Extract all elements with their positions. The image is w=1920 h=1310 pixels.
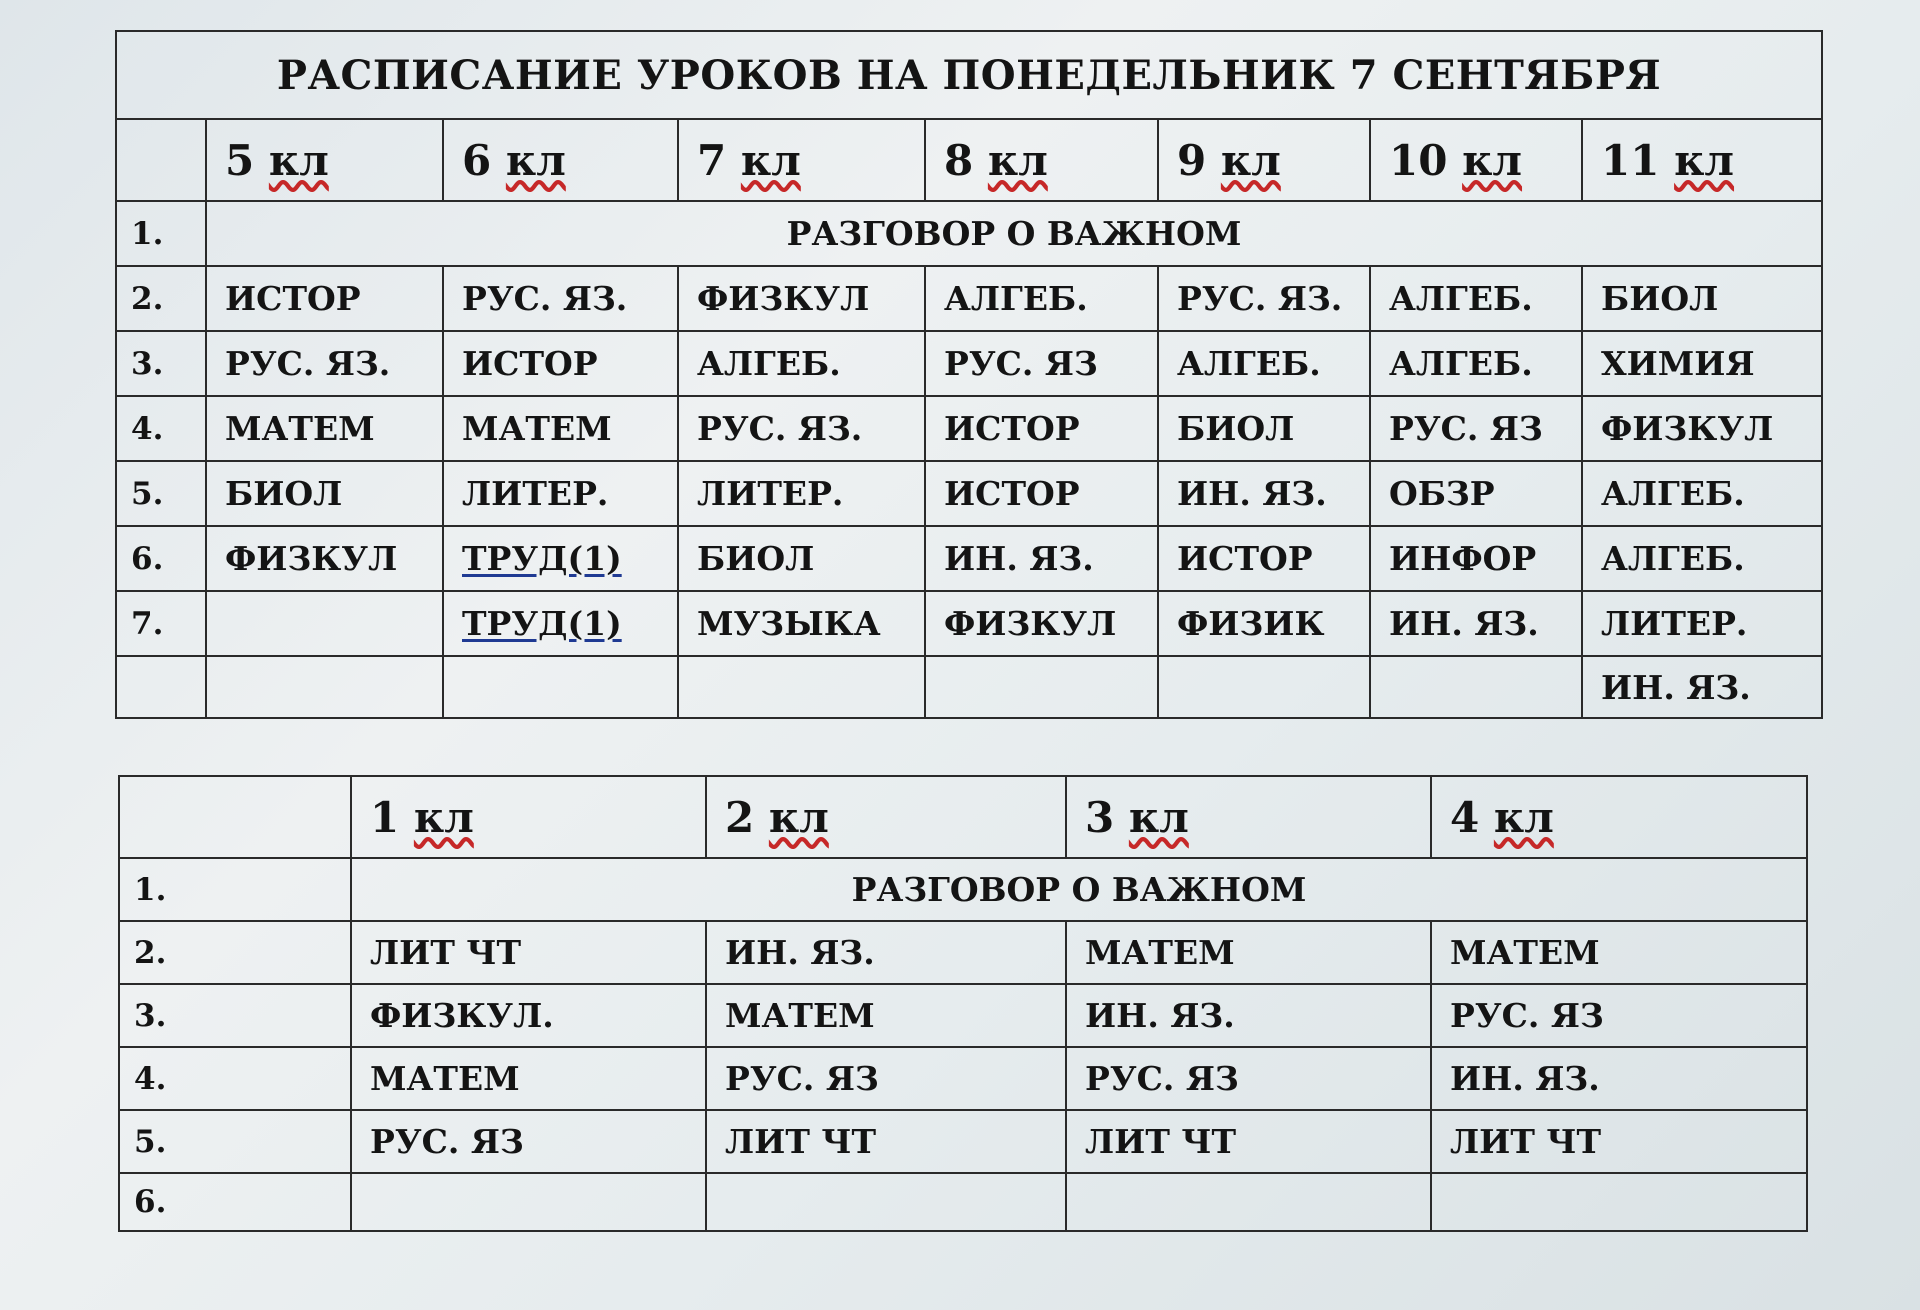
lesson-cell: АЛГЕБ. xyxy=(1582,526,1822,591)
table-row xyxy=(116,591,1822,656)
lesson-number: 6. xyxy=(119,1173,351,1231)
lesson-cell: ТРУД(1) xyxy=(443,526,678,591)
lesson-cell: ТРУД(1) xyxy=(443,591,678,656)
lesson-cell: РУС. ЯЗ. xyxy=(1158,266,1370,331)
lesson-cell xyxy=(1066,1173,1431,1231)
lesson-number: 7. xyxy=(116,591,206,656)
header-row xyxy=(119,776,1807,858)
lesson-cell xyxy=(351,1173,706,1231)
table-row xyxy=(116,266,1822,331)
header-row xyxy=(116,119,1822,201)
header-class-9: 9 кл xyxy=(1158,119,1370,201)
lesson-number: 2. xyxy=(116,266,206,331)
lesson-number: 1. xyxy=(119,858,351,921)
lesson-cell: ИН. ЯЗ. xyxy=(706,921,1066,984)
lesson-cell: БИОЛ xyxy=(678,526,925,591)
table-row xyxy=(119,1047,1807,1110)
merged-lesson: РАЗГОВОР О ВАЖНОМ xyxy=(206,201,1822,266)
lesson-number: 5. xyxy=(119,1110,351,1173)
lesson-cell: ЛИТ ЧТ xyxy=(1066,1110,1431,1173)
schedule-table-5-11 xyxy=(115,30,1823,719)
lesson-cell xyxy=(678,656,925,718)
lesson-cell: АЛГЕБ. xyxy=(1582,461,1822,526)
lesson-cell: АЛГЕБ. xyxy=(678,331,925,396)
lesson-cell: ЛИТ ЧТ xyxy=(706,1110,1066,1173)
lesson-cell: ИСТОР xyxy=(1158,526,1370,591)
lesson-cell: ФИЗКУЛ xyxy=(925,591,1158,656)
lesson-cell: РУС. ЯЗ xyxy=(351,1110,706,1173)
table-row xyxy=(119,984,1807,1047)
lesson-cell: ИНФОР xyxy=(1370,526,1582,591)
lesson-cell: ФИЗКУЛ xyxy=(206,526,443,591)
table-row xyxy=(116,656,1822,718)
merged-lesson: РАЗГОВОР О ВАЖНОМ xyxy=(351,858,1807,921)
lesson-cell xyxy=(1431,1173,1807,1231)
lesson-cell: ОБЗР xyxy=(1370,461,1582,526)
lesson-cell: ХИМИЯ xyxy=(1582,331,1822,396)
lesson-cell: АЛГЕБ. xyxy=(925,266,1158,331)
lesson-cell: ИН. ЯЗ. xyxy=(1066,984,1431,1047)
lesson-cell xyxy=(925,656,1158,718)
table-row xyxy=(119,858,1807,921)
lesson-number xyxy=(116,656,206,718)
header-class-2: 2 кл xyxy=(706,776,1066,858)
lesson-cell: АЛГЕБ. xyxy=(1370,266,1582,331)
lesson-cell: АЛГЕБ. xyxy=(1158,331,1370,396)
lesson-cell xyxy=(706,1173,1066,1231)
lesson-cell: РУС. ЯЗ xyxy=(925,331,1158,396)
lesson-cell: МАТЕМ xyxy=(443,396,678,461)
lesson-cell: ФИЗИК xyxy=(1158,591,1370,656)
lesson-cell: МАТЕМ xyxy=(1066,921,1431,984)
header-class-6: 6 кл xyxy=(443,119,678,201)
lesson-cell xyxy=(206,656,443,718)
lesson-cell: ИН. ЯЗ. xyxy=(1158,461,1370,526)
schedule-table-1-4 xyxy=(118,775,1808,1232)
lesson-cell: ЛИТЕР. xyxy=(678,461,925,526)
lesson-cell xyxy=(1158,656,1370,718)
lesson-cell: БИОЛ xyxy=(206,461,443,526)
lesson-cell: БИОЛ xyxy=(1582,266,1822,331)
header-class-10: 10 кл xyxy=(1370,119,1582,201)
header-class-11: 11 кл xyxy=(1582,119,1822,201)
lesson-cell: ИН. ЯЗ. xyxy=(1582,656,1822,718)
table-row xyxy=(116,526,1822,591)
header-class-1: 1 кл xyxy=(351,776,706,858)
lesson-cell: РУС. ЯЗ xyxy=(1066,1047,1431,1110)
lesson-cell: ЛИТЕР. xyxy=(1582,591,1822,656)
lesson-cell: РУС. ЯЗ xyxy=(1370,396,1582,461)
lesson-cell: ФИЗКУЛ xyxy=(678,266,925,331)
lesson-cell: ЛИТ ЧТ xyxy=(351,921,706,984)
lesson-cell: МАТЕМ xyxy=(351,1047,706,1110)
lesson-number: 3. xyxy=(119,984,351,1047)
lesson-number: 2. xyxy=(119,921,351,984)
lesson-cell xyxy=(206,591,443,656)
lesson-number: 4. xyxy=(119,1047,351,1110)
lesson-cell: ИН. ЯЗ. xyxy=(1370,591,1582,656)
table-row xyxy=(119,1110,1807,1173)
table-row xyxy=(116,461,1822,526)
lesson-cell: МАТЕМ xyxy=(206,396,443,461)
lesson-cell: РУС. ЯЗ. xyxy=(443,266,678,331)
lesson-number: 1. xyxy=(116,201,206,266)
header-class-4: 4 кл xyxy=(1431,776,1807,858)
lesson-cell xyxy=(443,656,678,718)
lesson-cell: АЛГЕБ. xyxy=(1370,331,1582,396)
lesson-number: 5. xyxy=(116,461,206,526)
schedule-title: РАСПИСАНИЕ УРОКОВ НА ПОНЕДЕЛЬНИК 7 СЕНТЯБРЯ xyxy=(116,31,1822,119)
lesson-cell: ИСТОР xyxy=(443,331,678,396)
lesson-cell: РУС. ЯЗ. xyxy=(678,396,925,461)
header-class-7: 7 кл xyxy=(678,119,925,201)
table-row xyxy=(116,396,1822,461)
table-row xyxy=(119,1173,1807,1231)
lesson-cell: РУС. ЯЗ xyxy=(706,1047,1066,1110)
header-corner xyxy=(116,119,206,201)
lesson-cell: БИОЛ xyxy=(1158,396,1370,461)
lesson-cell: ЛИТЕР. xyxy=(443,461,678,526)
lesson-cell: ИСТОР xyxy=(206,266,443,331)
header-class-8: 8 кл xyxy=(925,119,1158,201)
lesson-cell: РУС. ЯЗ. xyxy=(206,331,443,396)
lesson-cell: ИН. ЯЗ. xyxy=(1431,1047,1807,1110)
table-row xyxy=(116,331,1822,396)
lesson-cell: ЛИТ ЧТ xyxy=(1431,1110,1807,1173)
header-class-5: 5 кл xyxy=(206,119,443,201)
lesson-cell: МАТЕМ xyxy=(1431,921,1807,984)
lesson-cell: ИСТОР xyxy=(925,461,1158,526)
lesson-number: 6. xyxy=(116,526,206,591)
lesson-cell: ИН. ЯЗ. xyxy=(925,526,1158,591)
header-class-3: 3 кл xyxy=(1066,776,1431,858)
table-row xyxy=(116,201,1822,266)
table-row xyxy=(119,921,1807,984)
header-corner xyxy=(119,776,351,858)
lesson-cell: ФИЗКУЛ xyxy=(1582,396,1822,461)
lesson-number: 3. xyxy=(116,331,206,396)
lesson-cell: РУС. ЯЗ xyxy=(1431,984,1807,1047)
lesson-cell: ФИЗКУЛ. xyxy=(351,984,706,1047)
lesson-cell: ИСТОР xyxy=(925,396,1158,461)
lesson-cell xyxy=(1370,656,1582,718)
lesson-number: 4. xyxy=(116,396,206,461)
lesson-cell: МУЗЫКА xyxy=(678,591,925,656)
lesson-cell: МАТЕМ xyxy=(706,984,1066,1047)
